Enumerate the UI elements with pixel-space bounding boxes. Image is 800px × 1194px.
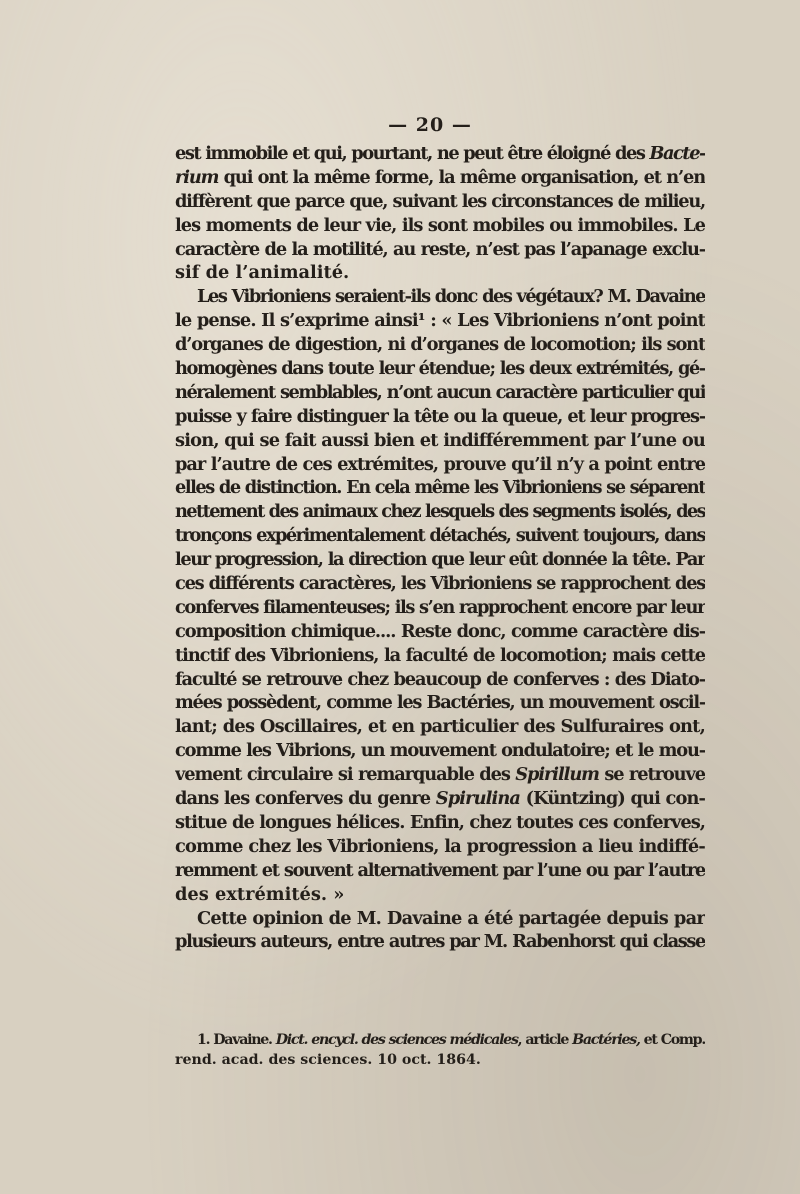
text-line: des extrémités. »: [175, 883, 345, 905]
text-line: est immobile et qui, pourtant, ne peut être éloigné des Bacte-: [175, 143, 705, 164]
text-line: comme chez les Vibrioniens, la progression a lieu indiffé-: [175, 835, 705, 857]
text-line: par l’autre de ces extrémites, prouve qu’il n’y a point entre: [175, 453, 705, 475]
text-line: mées possèdent, comme les Bactéries, un mouvement oscil-: [175, 692, 705, 714]
text-line: faculté se retrouve chez beaucoup de conferves : des Diato-: [175, 668, 705, 690]
text-line: conferves filamenteuses; ils s’en rapprochent encore par leur: [175, 596, 705, 618]
text-line: lant; des Oscillaires, et en particulier des Sulfuraires ont,: [175, 716, 705, 738]
body-text: [175, 142, 705, 954]
text-line: diffèrent que parce que, suivant les circonstances de milieu,: [175, 190, 705, 212]
text-line: le pense. Il s’exprime ainsi¹ : « Les Vibrioniens n’ont point: [175, 310, 705, 332]
text-line: les moments de leur vie, ils sont mobiles ou immobiles. Le: [175, 214, 705, 236]
text-line: Les Vibrioniens seraient-ils donc des végétaux? M. Davaine: [197, 286, 705, 308]
text-line: composition chimique.... Reste donc, comme caractère dis-: [175, 620, 705, 642]
footnote: [175, 1030, 705, 1070]
text-line: stitue de longues hélices. Enfin, chez toutes ces conferves,: [175, 811, 705, 833]
text-line: néralement semblables, n’ont aucun caractère particulier qui: [175, 381, 705, 403]
text-line: tronçons expérimentalement détachés, suivent toujours, dans: [175, 525, 705, 547]
text-line: ces différents caractères, les Vibrioniens se rapprochent des: [175, 573, 705, 595]
text-line: vement circulaire si remarquable des Spirillum se retrouve: [175, 764, 705, 786]
text-line: remment et souvent alternativement par l’une ou par l’autre: [175, 859, 705, 881]
text-line: caractère de la motilité, au reste, n’est pas l’apanage exclu-: [175, 238, 705, 260]
text-line: nettement des animaux chez lesquels des segments isolés, des: [175, 501, 705, 523]
text-line: homogènes dans toute leur étendue; les deux extrémités, gé-: [175, 358, 705, 380]
page-number: — 20 —: [388, 114, 472, 136]
text-line: tinctif des Vibrioniens, la faculté de locomotion; mais cette: [175, 644, 705, 666]
footnote-line: 1. Davaine. Dict. encycl. des sciences médicales, article Bactéries, et Comp.: [197, 1032, 705, 1048]
text-line: dans les conferves du genre Spirulina (Küntzing) qui con-: [175, 788, 705, 810]
text-line: comme les Vibrions, un mouvement ondulatoire; et le mou-: [175, 740, 705, 762]
text-line: elles de distinction. En cela même les Vibrioniens se séparent: [175, 477, 705, 499]
text-line: puisse y faire distinguer la tête ou la queue, et leur progres-: [175, 405, 705, 427]
text-line: plusieurs auteurs, entre autres par M. Rabenhorst qui classe: [175, 931, 705, 953]
text-line: d’organes de digestion, ni d’organes de locomotion; ils sont: [175, 334, 705, 356]
text-line: rium qui ont la même forme, la même organisation, et n’en: [175, 166, 705, 188]
text-line: leur progression, la direction que leur eût donnée la tête. Par: [175, 549, 705, 571]
text-line: Cette opinion de M. Davaine a été partagée depuis par: [197, 907, 705, 929]
text-line: sion, qui se fait aussi bien et indifféremment par l’une ou: [175, 429, 705, 451]
footnote-line: rend. acad. des sciences. 10 oct. 1864.: [175, 1052, 481, 1068]
text-line: sif de l’animalité.: [175, 262, 350, 284]
